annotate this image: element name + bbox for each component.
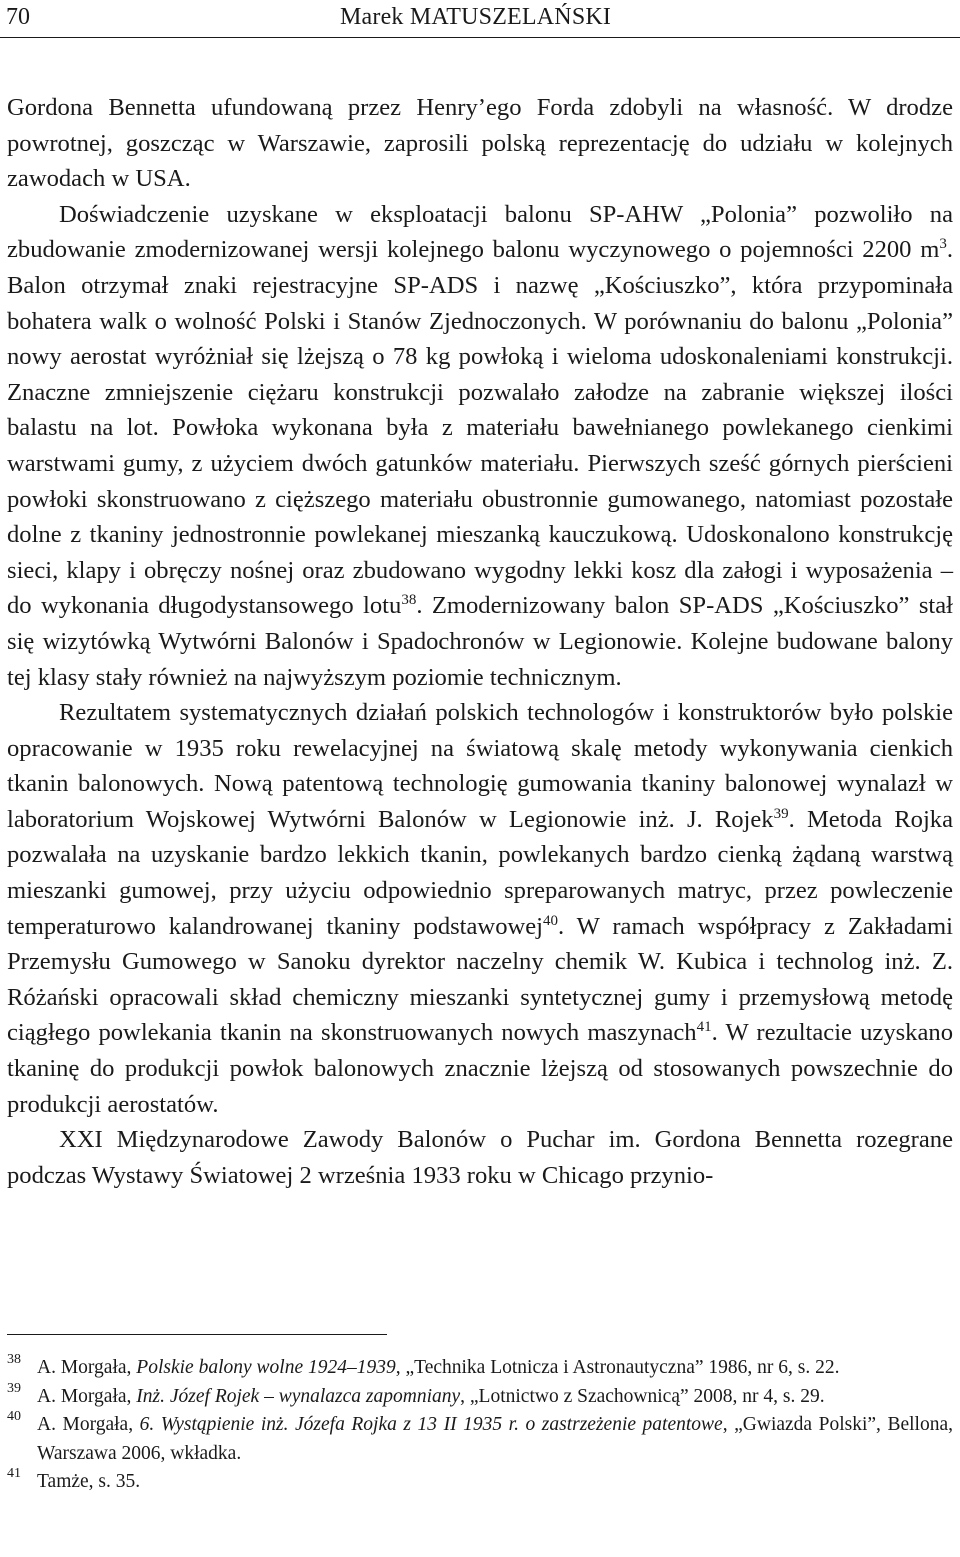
footnotes bbox=[7, 1354, 953, 1497]
body-text bbox=[7, 90, 953, 1193]
page-number: 70 bbox=[6, 4, 30, 30]
paragraph-3-text-b: . Metoda Rojka pozwalała na uzyskanie bardzo lekkich tkanin, powlekanych bardzo cienką żądaną warstwą mieszanki gumowej, przy użyciu odpowiednio spreparowanych matryc, przez powleczenie temperaturowo kalandrowanej tkaniny podstawowej bbox=[7, 805, 953, 940]
running-head: Marek MATUSZELAŃSKI bbox=[340, 4, 612, 30]
paragraph-3-text-d: . W rezultacie uzyskano tkaninę do produkcji powłok balonowych znacznie lżejszą od stosowanych powszechnie do produkcji aerostatów. bbox=[7, 1019, 953, 1118]
footnote-source: , „Lotnictwo z Szachownicą” 2008, nr 4, s. 29. bbox=[460, 1385, 825, 1407]
footnote-source: , „Gwiazda Polski”, Bellona, Warszawa 2006, wkładka. bbox=[37, 1414, 953, 1464]
footnote-title: Inż. Józef Rojek – wynalazca zapomniany bbox=[136, 1385, 461, 1407]
footnote-author: A. Morgała, bbox=[37, 1357, 137, 1378]
paragraph-4 bbox=[7, 1122, 953, 1193]
paragraph-3-text-a: Rezultatem systematycznych działań polskich technologów i konstruktorów było polskie opracowanie w 1935 roku rewelacyjnej na światową skalę metody wykonywania cienkich tkanin balonowych. Nową patentową technologię gumowania tkaniny balonowej wynalazł w laboratorium Wojskowej Wytwórni Balonów w Legionowie inż. J. Rojek bbox=[7, 699, 953, 833]
footnote-41 bbox=[7, 1468, 953, 1497]
footnote-40 bbox=[7, 1411, 953, 1468]
paragraph-4-text: XXI Międzynarodowe Zawody Balonów o Puchar im. Gordona Bennetta rozegrane podczas Wystawy Światowej 2 września 1933 roku w Chicago przynio- bbox=[7, 1126, 953, 1189]
footnote-39 bbox=[7, 1380, 953, 1412]
paragraph-3-text-c: . W ramach współpracy z Zakładami Przemysłu Gumowego w Sanoku dyrektor naczelny chemik W. Kubica i technolog inż. Z. Różański opracowali skład chemiczny mieszanki syntetycznej gumy i przemysłową metodę ciągłego powlekania tkanin na skonstruowanych nowych maszynach bbox=[7, 912, 953, 1047]
paragraph-1-text: Gordona Bennetta ufundowaną przez Henry’ego Forda zdobyli na własność. W drodze powrotnej, goszcząc w Warszawie, zaprosili polską reprezentację do udziału w kolejnych zawodach w USA. bbox=[7, 94, 953, 193]
header-rule bbox=[0, 37, 960, 38]
footnote-number: 40 bbox=[7, 1409, 21, 1424]
footnote-title: 6. Wystąpienie inż. Józefa Rojka z 13 II 1935 r. o zastrzeżenie patentowe bbox=[139, 1414, 723, 1435]
paragraph-2-text-b: . Balon otrzymał znaki rejestracyjne SP-ADS i nazwę „Kościuszko”, która przypominała bohatera walk o wolność Polski i Stanów Zjednoczonych. W porównaniu do balonu „Polonia” nowy aerostat wyróżniał się lżejszą o 78 kg powłoką i wieloma udoskonaleniami konstrukcji. Znaczne zmniejszenie ciężaru konstrukcji pozwalało załodze na zabranie większej ilości balastu na lot. Powłoka wykonana była z materiału bawełnianego powlekanego cienkimi warstwami gumy, z użyciem dwóch gatunków materiału. Pierwszych sześć górnych pierścieni powłoki skonstruowano z cięższego materiału obustronnie gumowanego, natomiast pozostałe dolne z tkaniny jednostronnie powlekanej mieszanką kauczukową. Udoskonalono konstrukcję sieci, klapy i obręczy nośnej oraz zbudowano wygodny lekki kosz dla załogi i wyposażenia – do wykonania długodystansowego lotu bbox=[7, 236, 953, 620]
footnote-source: , „Technika Lotnicza i Astronautyczna” 1986, nr 6, s. 22. bbox=[395, 1357, 840, 1378]
footnote-number: 39 bbox=[7, 1380, 21, 1396]
paragraph-2-text-a: Doświadczenie uzyskane w eksploatacji balonu SP-AHW „Polonia” pozwoliło na zbudowanie zmodernizowanej wersji kolejnego balonu wyczynowego o pojemności 2200 m bbox=[7, 200, 953, 264]
paragraph-3 bbox=[7, 695, 953, 1122]
footnote-author: A. Morgała, bbox=[37, 1414, 140, 1435]
footnote-title: Polskie balony wolne 1924–1939 bbox=[136, 1357, 396, 1378]
footnote-ref-39[interactable]: 39 bbox=[773, 805, 789, 822]
paragraph-2 bbox=[7, 197, 953, 695]
footnote-38 bbox=[7, 1354, 953, 1383]
footnote-number: 41 bbox=[7, 1466, 21, 1481]
page-header bbox=[0, 0, 960, 38]
footnote-rule bbox=[7, 1334, 387, 1335]
superscript-cubic: 3 bbox=[939, 236, 947, 253]
footnote-ref-40[interactable]: 40 bbox=[543, 912, 559, 929]
paragraph-1 bbox=[7, 90, 953, 197]
footnote-number: 38 bbox=[7, 1352, 21, 1367]
footnote-text: Tamże, s. 35. bbox=[37, 1471, 141, 1492]
footnote-author: A. Morgała, bbox=[37, 1385, 137, 1407]
footnote-ref-41[interactable]: 41 bbox=[696, 1019, 712, 1036]
footnote-ref-38[interactable]: 38 bbox=[401, 592, 417, 609]
paragraph-2-text-c: . Zmodernizowany balon SP-ADS „Kościuszko” stał się wizytówką Wytwórni Balonów i Spadochronów w Legionowie. Kolejne budowane balony tej klasy stały również na najwyższym poziomie technicznym. bbox=[7, 592, 954, 691]
